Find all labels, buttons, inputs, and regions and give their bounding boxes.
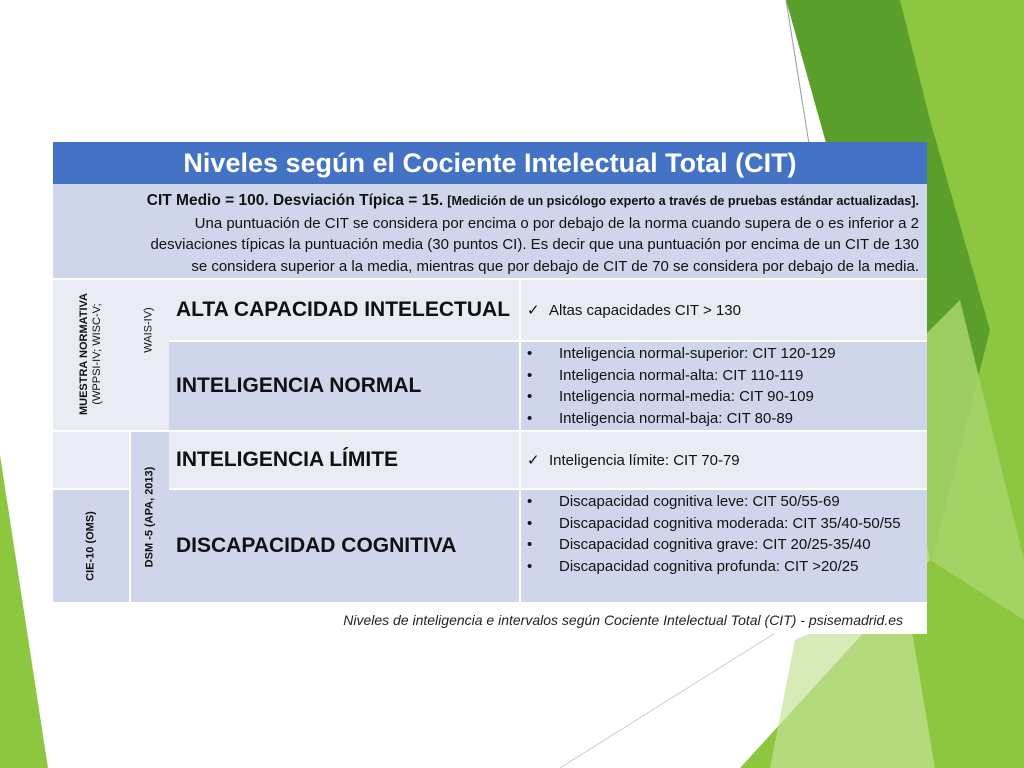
- intro-line-4: se considera superior a la media, mientras que por debajo de CIT de 70 se considera por debajo de la media.: [191, 257, 919, 275]
- left-green-shape: [0, 455, 48, 768]
- thin-decor-line-2: [560, 630, 780, 768]
- level-limite-desc: [521, 432, 927, 488]
- empty-label-cell: [53, 432, 129, 488]
- intro-note: [Medición de un psicólogo experto a través de pruebas estándar actualizadas].: [447, 194, 919, 208]
- dsm-label-cell: [131, 432, 169, 602]
- intro-line-1: [59, 190, 919, 213]
- cie-label-cell: [53, 490, 129, 602]
- level-normal-desc: [521, 342, 927, 430]
- muestra-label: MUESTRA NORMATIVA (WPPSI-IV; WISC-V;: [78, 292, 103, 416]
- check-icon: ✓: [527, 452, 540, 469]
- intro-lead: CIT Medio = 100. Desviación Típica = 15.: [146, 192, 444, 209]
- level-limite-name: INTELIGENCIA LÍMITE: [169, 432, 519, 488]
- list-item: • Discapacidad cognitiva grave: CIT 20/25-35/40: [527, 536, 871, 553]
- infographic-caption: Niveles de inteligencia e intervalos según Cociente Intelectual Total (CIT) - psisemadrid.es: [343, 612, 903, 628]
- level-discapacidad-desc: [521, 490, 927, 602]
- infographic-title: Niveles según el Cociente Intelectual Total (CIT): [53, 142, 927, 184]
- level-normal-name: INTELIGENCIA NORMAL: [169, 342, 519, 430]
- alta-item-1: Altas capacidades CIT > 130: [549, 301, 741, 319]
- cit-infographic: [53, 142, 927, 634]
- level-discapacidad-name: DISCAPACIDAD COGNITIVA: [169, 490, 519, 602]
- cie-label: CIE-10 (OMS): [84, 511, 97, 581]
- list-item: • Inteligencia normal-baja: CIT 80-89: [527, 409, 794, 427]
- list-item: • Inteligencia normal-superior: CIT 120-129: [527, 345, 836, 362]
- list-item: • Inteligencia normal-media: CIT 90-109: [527, 388, 814, 405]
- dsm-label: DSM -5 (APA, 2013): [143, 466, 156, 568]
- tests-label-cell: [129, 280, 169, 430]
- level-alta-desc: [521, 280, 927, 340]
- limite-item-1: Inteligencia límite: CIT 70-79: [549, 451, 740, 469]
- muestra-label-cell: [53, 280, 129, 430]
- intro-text: [53, 184, 927, 278]
- list-item: • Discapacidad cognitiva moderada: CIT 35/40-50/55: [527, 514, 901, 532]
- intro-line-3: desviaciones típicas la puntuación media (30 puntos CI). Es decir que una puntuación por encima de un CIT de 130: [150, 236, 919, 253]
- list-item: • Inteligencia normal-alta: CIT 110-119: [527, 366, 804, 384]
- intro-line-2: Una puntuación de CIT se considera por encima o por debajo de la norma cuando supera de o es inferior a 2: [194, 214, 919, 232]
- list-item: • Discapacidad cognitiva profunda: CIT >20/25: [527, 557, 859, 575]
- tests-label: WAIS-IV): [142, 307, 155, 353]
- check-icon: ✓: [527, 302, 540, 319]
- list-item: • Discapacidad cognitiva leve: CIT 50/55-69: [527, 493, 840, 510]
- level-alta-name: ALTA CAPACIDAD INTELECTUAL: [169, 280, 519, 340]
